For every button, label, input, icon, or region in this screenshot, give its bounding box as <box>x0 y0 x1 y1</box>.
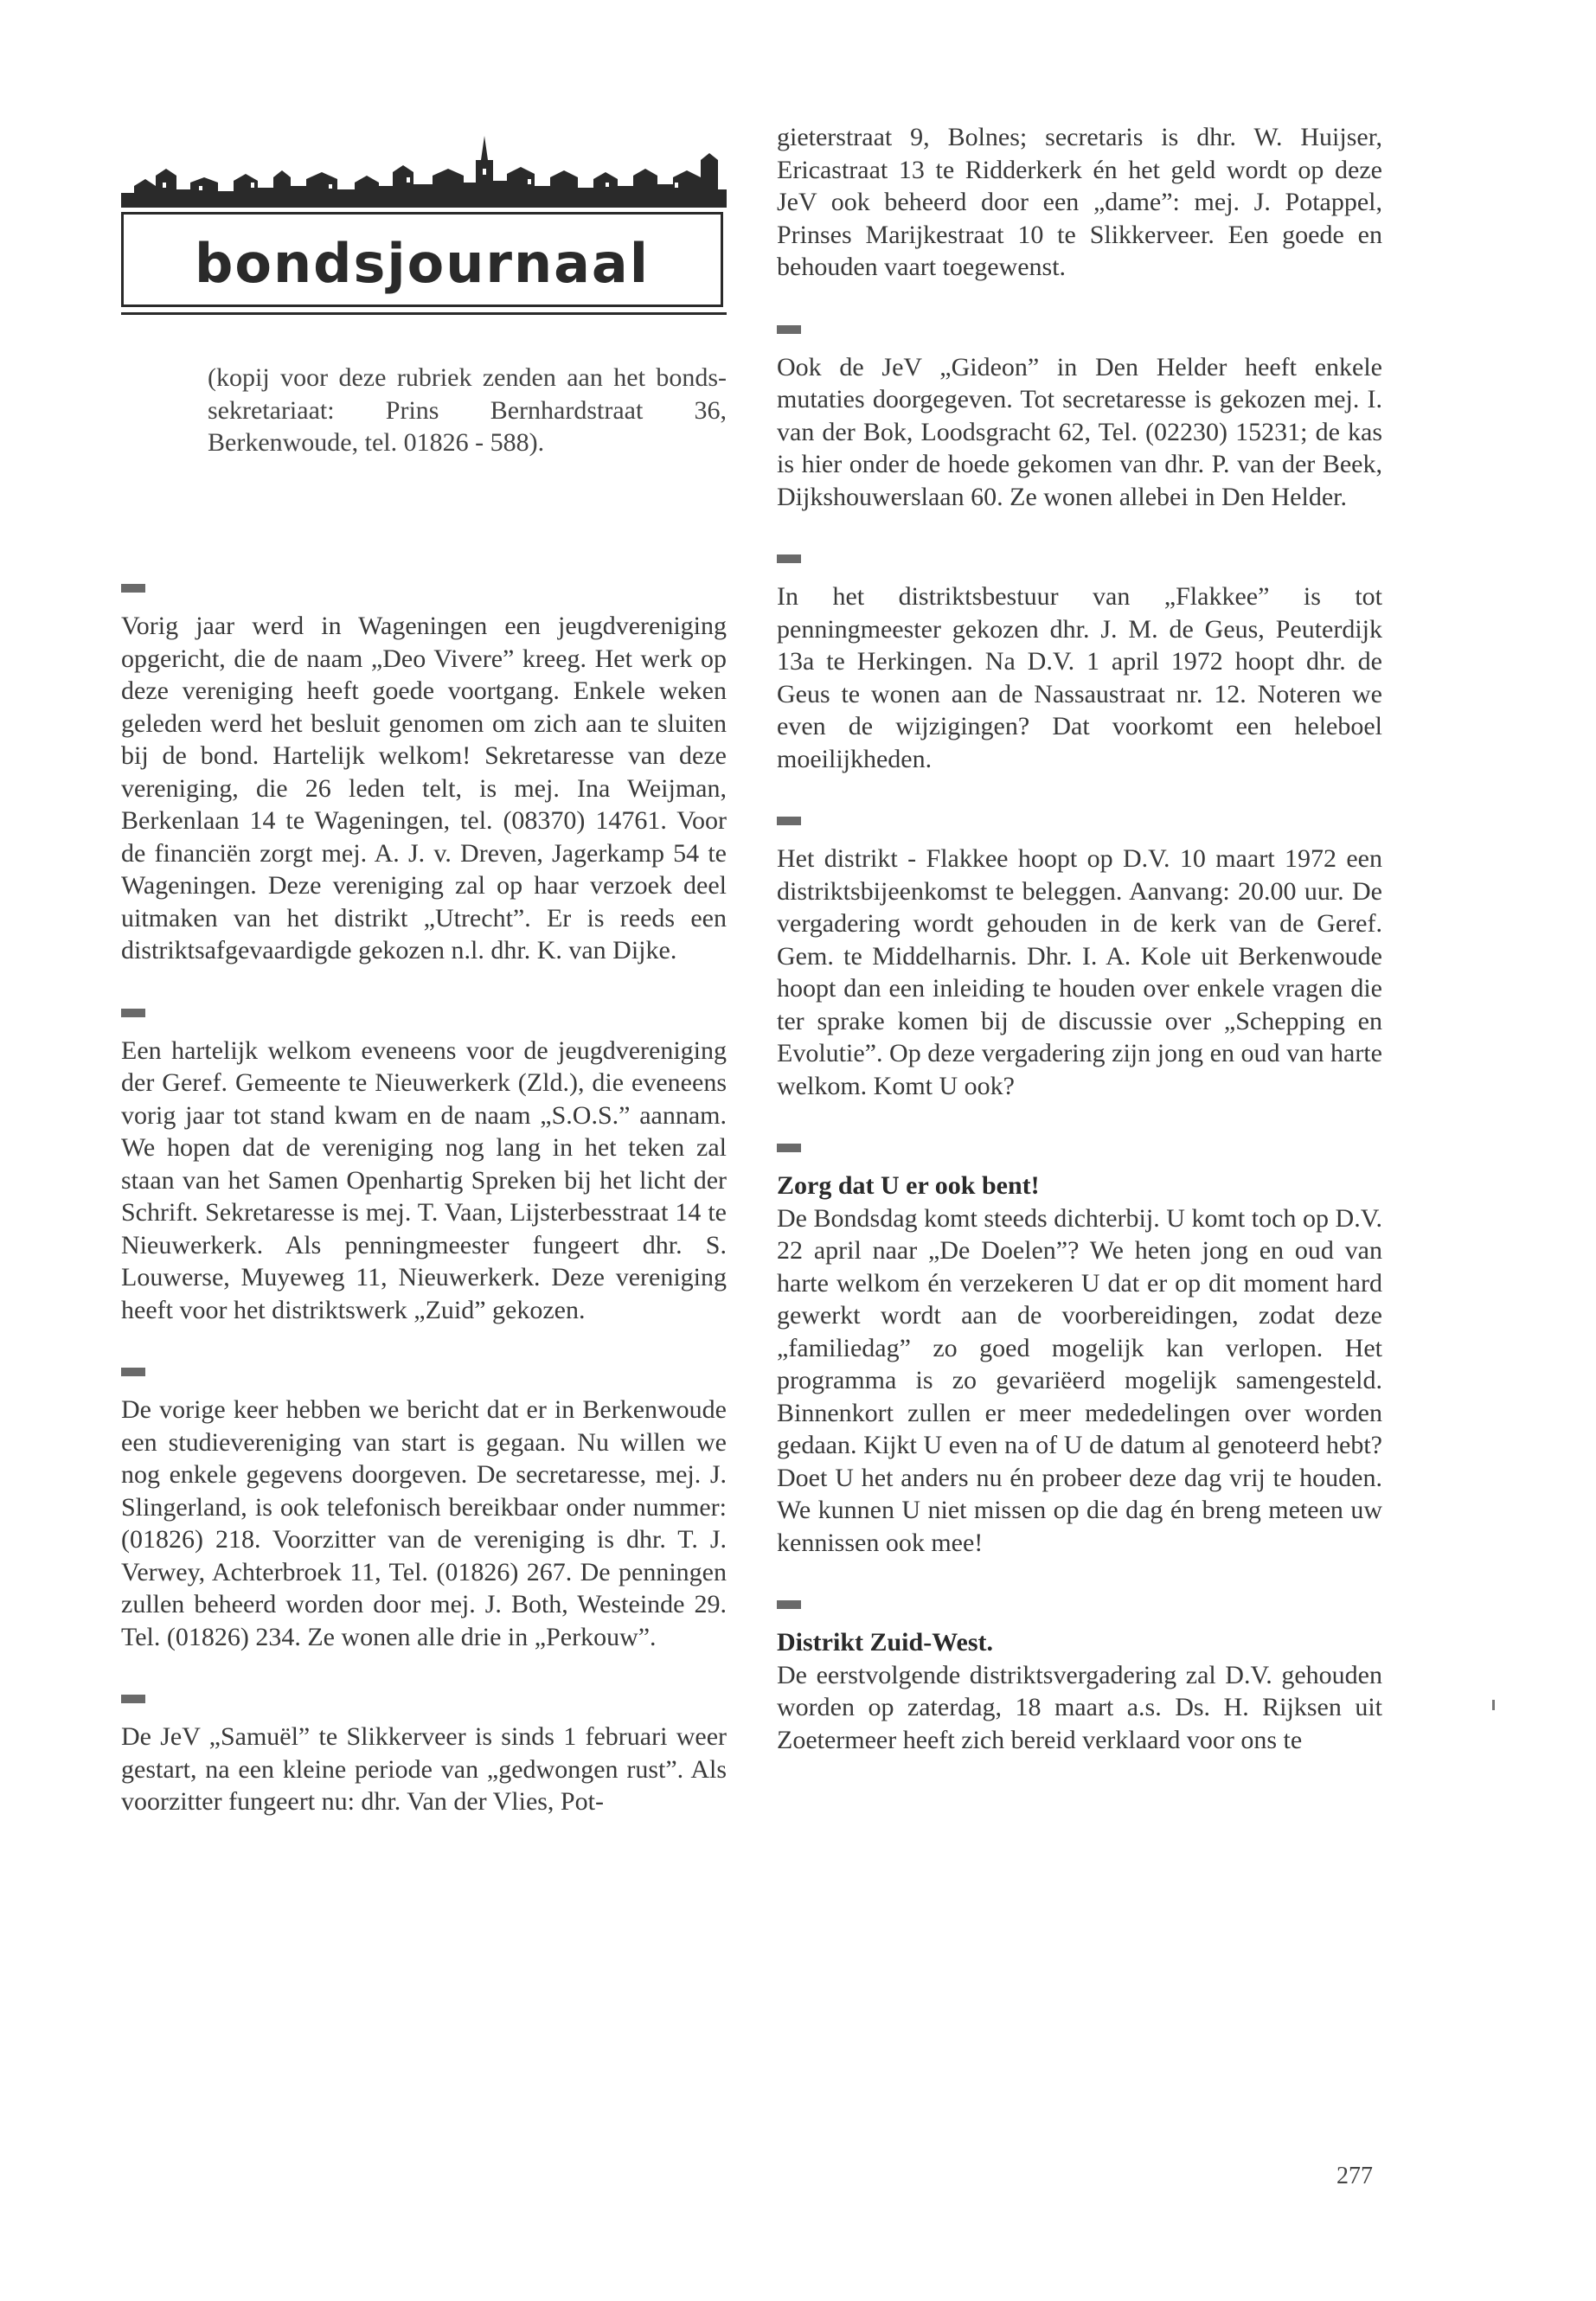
article-paragraph: De vorige keer hebben we bericht dat er in Berkenwoude een studievereniging van start is gegaan. Nu willen we nog enkele gegevens doorgeven. De secretaresse, mej. J. Slingerland, is ook telefonisch bereikbaar onder nummer: (01826) 218. Voorzitter van de vereniging is dhr. T. J. Verwey, Achterbroek 11, Tel. (01826) 267. De penningen zullen beheerd worden door mej. J. Both, Westeinde 29. Tel. (01826) 234. Ze wonen alle drie in „Perkouw”. <box>121 1395 727 1651</box>
section-divider <box>121 584 145 593</box>
article-paragraph: De eerstvolgende distriktsvergadering zal D.V. gehouden worden op zaterdag, 18 maart a.s. Ds. H. Rijksen uit Zoetermeer heeft zich bereid verklaard voor ons te <box>777 1660 1382 1754</box>
section-divider <box>777 554 801 563</box>
print-mark <box>1492 1700 1495 1710</box>
masthead-title-box <box>121 212 723 307</box>
section-divider <box>121 1009 145 1017</box>
masthead-title: bondsjournaal <box>194 231 651 295</box>
right-column <box>777 121 1382 1756</box>
section-divider <box>777 817 801 825</box>
section-divider <box>121 1695 145 1703</box>
masthead <box>121 125 727 320</box>
section-divider <box>121 1368 145 1376</box>
article-paragraph: De JeV „Samuël” te Slikkerveer is sinds 1 februari weer gestart, na een kleine periode van „gedwongen rust”. Als voorzitter fungeert nu: dhr. Van der Vlies, Pot- <box>121 1722 727 1816</box>
article-paragraph: Een hartelijk welkom eveneens voor de jeugdvereniging der Geref. Gemeente te Nieuwerkerk (Zld.), die eveneens vorig jaar tot stand kwam en de naam „S.O.S.” aannam. We hopen dat de vereniging nog lang in het teken zal staan van het Samen Openhartig Spreken bij het licht der Schrift. Sekretaresse is mej. T. Vaan, Lijsterbesstraat 14 te Nieuwerkerk. Als penningmeester fungeert dhr. S. Louwerse, Muyeweg 11, Nieuwerkerk. Deze vereniging heeft voor het distriktswerk „Zuid” gekozen. <box>121 1035 727 1324</box>
section-divider <box>777 1144 801 1152</box>
article-paragraph: De Bondsdag komt steeds dichterbij. U komt toch op D.V. 22 april naar „De Doelen”? We heten jong en oud van harte welkom én verzekeren U dat er op dit moment hard gewerkt wordt aan de voorbereidingen, zodat deze „familiedag” zo goed mogelijk kan verlopen. Het programma is zo gevariëerd mogelijk samengesteld. Binnenkort zullen er meer mededelingen over worden gedaan. Kijkt U even na of U de datum al genoteerd hebt? Doet U het anders nu én probeer deze dag vrij te houden. We kunnen U niet missen op die dag én breng meteen uw kennissen ook mee! <box>777 1203 1382 1557</box>
continued-paragraph: gieterstraat 9, Bolnes; secretaris is dhr. W. Huijser, Ericastraat 13 te Ridderkerk én het geld wordt op deze JeV ook beheerd door een „dame”: mej. J. Potappel, Prinses Marijkestraat 10 te Slikkerveer. Een goede en behouden vaart toegewenst. <box>777 123 1382 281</box>
masthead-underline <box>121 312 727 315</box>
village-skyline-illustration <box>121 125 727 208</box>
intro-note: (kopij voor deze rubriek zenden aan het bonds-sekretariaat: Prins Bernhardstraat 36, Berkenwoude, tel. 01826 - 588). <box>208 363 727 457</box>
section-heading: Zorg dat U er ook bent! <box>777 1171 1040 1200</box>
page-number: 277 <box>1336 2163 1373 2189</box>
article-paragraph: Het distrikt - Flakkee hoopt op D.V. 10 maart 1972 een distriktsbijeenkomst te beleggen. Aanvang: 20.00 uur. De vergadering wordt gehouden in de kerk van de Geref. Gem. te Middelharnis. Dhr. I. A. Kole uit Berkenwoude hoopt dan een inleiding te houden over enkele vragen die ter sprake komen bij de discussie over „Schepping en Evolutie”. Op deze vergadering zijn jong en oud van harte welkom. Komt U ook? <box>777 844 1382 1100</box>
section-heading: Distrikt Zuid-West. <box>777 1628 994 1657</box>
section-divider <box>777 325 801 334</box>
article-paragraph: Ook de JeV „Gideon” in Den Helder heeft enkele mutaties doorgegeven. Tot secretaresse is gekozen mej. I. van der Bok, Loodsgracht 62, Tel. (02230) 15231; de kas is hier onder de hoede gekomen van dhr. P. van der Beek, Dijkshouwerslaan 60. Ze wonen allebei in Den Helder. <box>777 352 1382 511</box>
section-divider <box>777 1600 801 1609</box>
article-paragraph: In het distriktsbestuur van „Flakkee” is tot penningmeester gekozen dhr. J. M. de Geus, Peuterdijk 13a te Herkingen. Na D.V. 1 april 1972 hoopt dhr. de Geus te wonen aan de Nassaustraat nr. 12. Noteren we even de wijzigingen? Dat voorkomt een heleboel moeilijkheden. <box>777 582 1382 773</box>
article-paragraph: Vorig jaar werd in Wageningen een jeugdvereniging opgericht, die de naam „Deo Vivere” kreeg. Het werk op deze vereniging heeft goede voortgang. Enkele weken geleden werd het besluit genomen om zich aan te sluiten bij de bond. Hartelijk welkom! Sekretaresse van deze vereniging, die 26 leden telt, is mej. Ina Weijman, Berkenlaan 14 te Wageningen, tel. (08370) 14761. Voor de financiën zorgt mej. A. J. v. Dreven, Jagerkamp 54 te Wageningen. Deze vereniging zal op haar verzoek deel uitmaken van het distrikt „Utrecht”. Er is reeds een distriktsafgevaardigde gekozen n.l. dhr. K. van Dijke. <box>121 612 727 965</box>
left-column <box>121 541 727 1818</box>
